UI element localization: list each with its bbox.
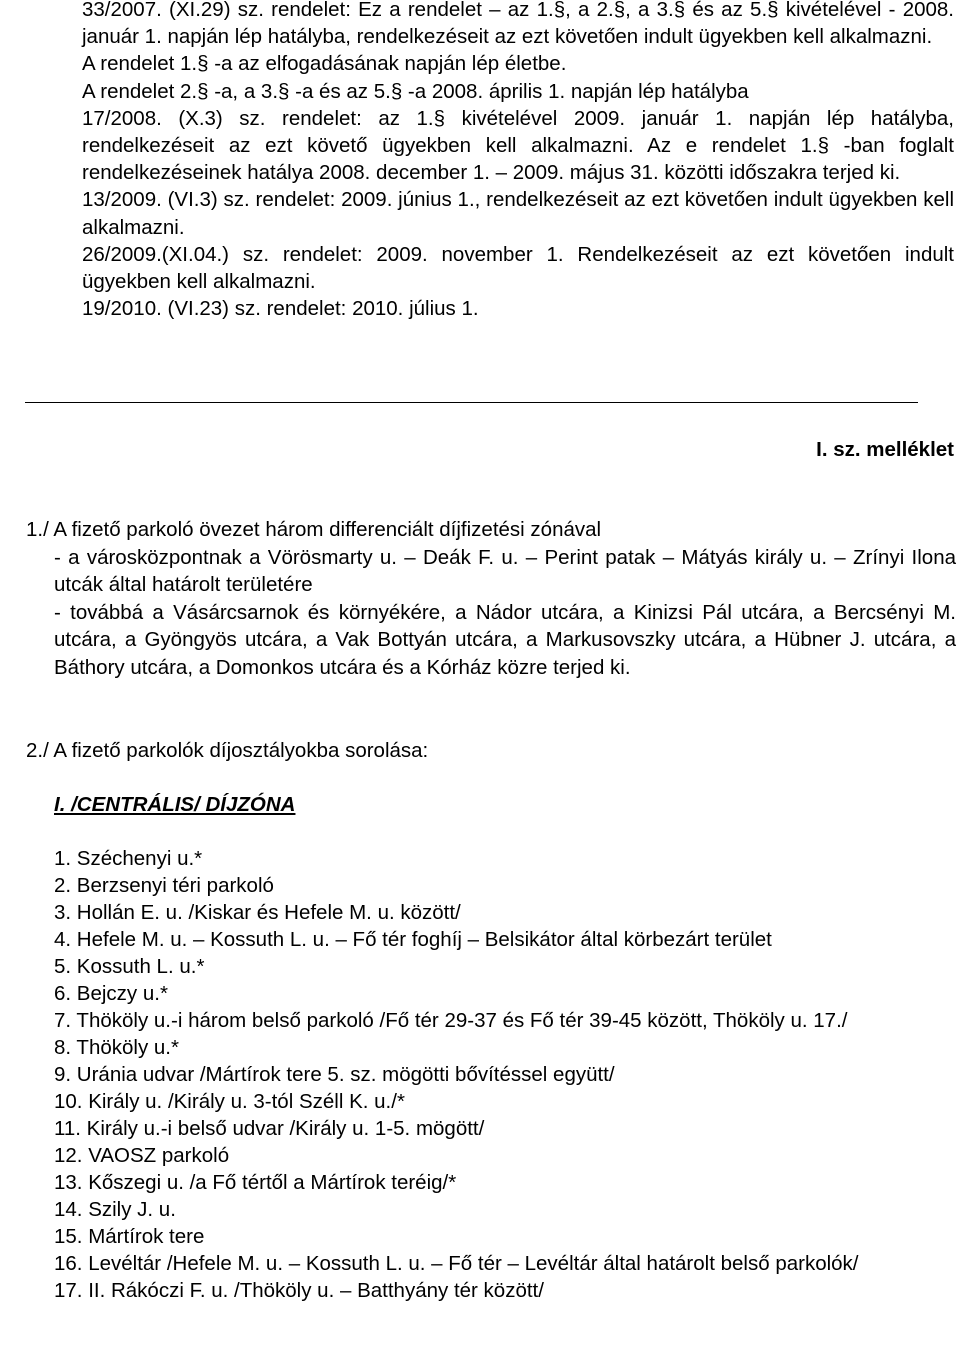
zone-title: I. /CENTRÁLIS/ DÍJZÓNA — [54, 793, 296, 816]
section-2-heading: 2./ A fizető parkolók díjosztályokba sorolása: — [26, 739, 429, 762]
annex-title: I. sz. melléklet — [816, 438, 954, 461]
list-item: 8. Thököly u.* — [54, 1036, 179, 1059]
list-item: 5. Kossuth L. u.* — [54, 955, 205, 978]
list-item: 9. Uránia udvar /Mártírok tere 5. sz. mögötti bővítéssel együtt/ — [54, 1063, 615, 1086]
amendment-paragraph: 13/2009. (VI.3) sz. rendelet: 2009. június 1., rendelkezéseit az ezt követően indult ügyekben kell alkalmazni. — [82, 188, 954, 239]
list-item: 17. II. Rákóczi F. u. /Thököly u. – Batthyány tér között/ — [54, 1279, 544, 1302]
list-item: 3. Hollán E. u. /Kiskar és Hefele M. u. között/ — [54, 901, 461, 924]
list-item: 10. Király u. /Király u. 3-tól Széll K. u./* — [54, 1090, 405, 1113]
amendment-paragraph: 19/2010. (VI.23) sz. rendelet: 2010. július 1. — [82, 297, 479, 321]
list-item: 6. Bejczy u.* — [54, 982, 168, 1005]
list-item: 14. Szily J. u. — [54, 1198, 176, 1221]
list-item: 4. Hefele M. u. – Kossuth L. u. – Fő tér foghíj – Belsikátor által körbezárt terület — [54, 928, 772, 951]
section-1-city-center: - a városközpontnak a Vörösmarty u. – Deák F. u. – Perint patak – Mátyás király u. – Zrínyi Ilona utcák által határolt területére — [54, 545, 956, 597]
list-item: 16. Levéltár /Hefele M. u. – Kossuth L. u. – Fő tér – Levéltár által határolt belső parkolók/ — [54, 1252, 859, 1275]
amendment-paragraph: A rendelet 1.§ -a az elfogadásának napján lép életbe. — [82, 52, 567, 76]
amendment-paragraph: A rendelet 2.§ -a, a 3.§ -a és az 5.§ -a 2008. április 1. napján lép hatályba — [82, 79, 749, 103]
list-item: 11. Király u.-i belső udvar /Király u. 1-5. mögött/ — [54, 1117, 485, 1140]
list-item: 12. VAOSZ parkoló — [54, 1144, 230, 1167]
list-item: 15. Mártírok tere — [54, 1225, 205, 1248]
section-1-market-area: - továbbá a Vásárcsarnok és környékére, a Nádor utcára, a Kinizsi Pál utcára, a Bercsényi M. utcára, a Gyöngyös utcára, a Vak Bottyán utcára, a Markusovszky utcára, a Hübner J. utcára, a Báthory utcára, a Domonkos utcára és a Kórház közre terjed ki. — [54, 600, 956, 679]
amendment-paragraph: 26/2009.(XI.04.) sz. rendelet: 2009. november 1. Rendelkezéseit az ezt követően indult ügyekben kell alkalmazni. — [82, 242, 954, 294]
section-1 — [26, 516, 956, 682]
amendment-notes — [82, 0, 954, 322]
amendment-paragraph: 33/2007. (XI.29) sz. rendelet: Ez a rendelet – az 1.§, a 2.§, a 3.§ és az 5.§ kivételével - 2008. január 1. napján lép hatályba, rendelkezéseit az ezt követően indult ügyekben kell alkalmazni. — [82, 0, 954, 49]
list-item: 13. Kőszegi u. /a Fő tértől a Mártírok teréig/* — [54, 1171, 457, 1194]
amendment-paragraph: 17/2008. (X.3) sz. rendelet: az 1.§ kivételével 2009. január 1. napján lép hatályba, rendelkezéseit az ezt követő ügyekben kell alkalmazni. Az e rendelet 1.§ -ban foglalt rendelkezéseinek hatálya 2008. december 1. – 2009. május 31. közötti időszakra terjed ki. — [82, 106, 954, 185]
list-item: 2. Berzsenyi téri parkoló — [54, 874, 274, 897]
list-item: 7. Thököly u.-i három belső parkoló /Fő tér 29-37 és Fő tér 39-45 között, Thököly u. 17./ — [54, 1009, 848, 1032]
divider-line — [25, 402, 918, 403]
list-item: 1. Széchenyi u.* — [54, 847, 203, 870]
section-1-heading: 1./ A fizető parkoló övezet három differenciált díjfizetési zónával — [26, 518, 602, 541]
zone-list — [54, 845, 956, 1304]
